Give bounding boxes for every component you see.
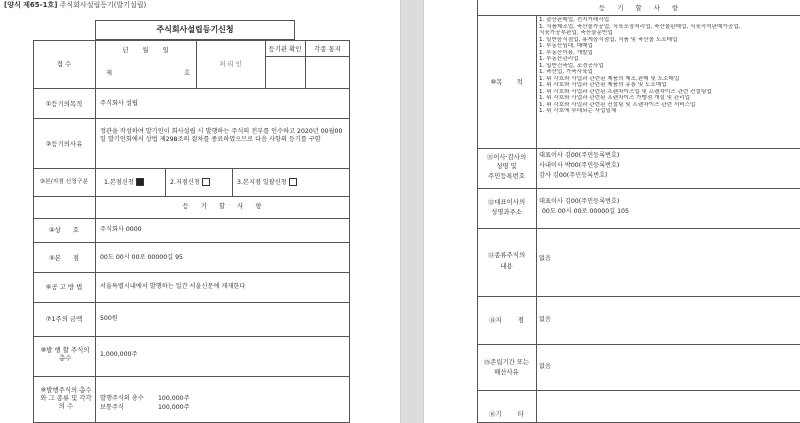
rep-director-label-1: ⑫대표이사의 bbox=[487, 198, 526, 206]
option-both[interactable] bbox=[237, 178, 297, 187]
objective-item: 1. 위 각호와 사업과 관련된 프랜차이즈 가맹점 개설 및 관리업 bbox=[539, 95, 691, 101]
head-office-label: ⑤본 점 bbox=[48, 254, 80, 262]
trade-name-label: ④상 호 bbox=[48, 226, 80, 234]
receipt-number-label: 제 호 bbox=[106, 70, 190, 77]
trade-name-value: 주식회사 0000 bbox=[100, 226, 142, 233]
other-label: ⑯기 타 bbox=[489, 410, 524, 418]
objective-item: 1. 출산판매업, 전지거래사업 bbox=[539, 17, 610, 23]
option-head-office-checkbox[interactable] bbox=[136, 178, 144, 186]
directors-label-2: 성명 및 bbox=[496, 162, 517, 170]
par-value-value: 500원 bbox=[100, 315, 118, 322]
director-line-2: 사내이사 박00(주민등록번호) bbox=[539, 162, 620, 169]
receipt-label: 접 수 bbox=[56, 60, 72, 68]
items-header-right: 등 기 할 사 항 bbox=[599, 4, 679, 12]
total-shares-value: 1,000,000주 bbox=[100, 351, 138, 358]
objective-item: 1. 위 각호와 사업과 관련된 프랜차이즈업 및 프랜차이즈 관련 컨설팅업 bbox=[539, 88, 712, 95]
issued-line2-label: 보통주식 bbox=[100, 404, 124, 411]
receipt-date-label: 년 월 일 bbox=[122, 46, 169, 54]
directors-label-1: ⑪이사·감사의 bbox=[486, 153, 527, 161]
branch-label: ⑭지 점 bbox=[489, 316, 524, 324]
notice-method-value: 서울특별시내에서 발행하는 일간 서울신문에 게재한다 bbox=[100, 283, 246, 290]
objective-item: 1. 식품제조업, 축산물가공업, 식육포장처리업, 축산물판매업, 식육즉석판매가공업, bbox=[539, 23, 741, 30]
director-line-1: 대표이사 김00(주민등록번호) bbox=[539, 152, 620, 159]
share-type-label-1: ⑬종류주식의 bbox=[487, 251, 526, 259]
issued-line1-value: 100,000주 bbox=[158, 395, 190, 402]
page-gap bbox=[401, 0, 423, 423]
objective-item: 1. 부동산이용, 개발업 bbox=[539, 49, 593, 56]
form-name: 주식회사설립등기(발기설립) bbox=[59, 1, 147, 9]
form-code: [양식 제65-1호] bbox=[4, 1, 58, 9]
objective-item: 1. 부동산관리업 bbox=[539, 56, 579, 62]
option-head-office[interactable] bbox=[104, 178, 144, 187]
objective-item: 1. 축산업, 가축사육업 bbox=[539, 69, 593, 75]
option-both-checkbox[interactable] bbox=[289, 178, 297, 186]
form-header bbox=[4, 0, 146, 10]
notice-header: 각종 통지 bbox=[314, 45, 341, 53]
branch-value: 없음 bbox=[539, 316, 551, 323]
share-type-label-2: 내용 bbox=[500, 262, 513, 270]
objective-item: 1. 위 각호와 사업과 관련된 컨설팅 및 프랜차이즈 관련 서비스업 bbox=[539, 101, 696, 108]
director-line-3: 감사 김00(주민등록번호) bbox=[539, 172, 608, 179]
purpose-value: 주식회사 설립 bbox=[100, 100, 138, 107]
duration-label-1: ⑮존립기간 또는 bbox=[483, 358, 530, 366]
option-branch-checkbox[interactable] bbox=[202, 178, 210, 186]
objective-item: 1. 일반건축업, 조경공사업 bbox=[539, 62, 604, 69]
objective-item: 1. 위 각호와 사업과 관련된 제품의 제조,판매 및 도소매업 bbox=[539, 75, 680, 82]
objective-item: 1. 위 각호에 부대되는 사업일체 bbox=[539, 108, 617, 114]
rep-director-line-1: 대표이사 김00(주민등록번호) bbox=[539, 198, 620, 205]
option-both-label: 3.본지점 일괄신청 bbox=[237, 179, 287, 186]
notice-method-label: ⑥공 고 방 법 bbox=[45, 283, 83, 291]
rep-director-line-2: 00도 00시 00로 00000길 105 bbox=[542, 208, 629, 215]
total-shares-label: ⑧발 행 할 주식의총수 bbox=[40, 346, 90, 362]
issued-line2-value: 100,000주 bbox=[158, 404, 190, 411]
option-branch[interactable] bbox=[170, 178, 210, 187]
right-page bbox=[423, 0, 800, 423]
items-header-left: 등 기 할 사 항 bbox=[182, 202, 263, 210]
page-title: 주식회사설립등기신청 bbox=[156, 25, 234, 34]
objective-label: ⑩목 적 bbox=[490, 78, 523, 86]
objective-item: 1. 부동산임대, 매매업 bbox=[539, 43, 593, 49]
rep-director-label-2: 성명과주소 bbox=[491, 208, 522, 216]
directors-label-3: 주민등록번호 bbox=[487, 172, 526, 180]
branch-section-label: ③본/지점 신청구분 bbox=[39, 179, 89, 185]
registry-check-header: 등기관 확인 bbox=[268, 45, 302, 53]
par-value-label: ⑦1주의 금액 bbox=[45, 315, 83, 323]
option-head-office-label: 1.본점신청 bbox=[104, 179, 134, 186]
objective-item: 1. 위 각호와 사업과 관련된 제품의 유통 및 도소매업 bbox=[539, 82, 667, 88]
duration-label-2: 해산사유 bbox=[494, 368, 519, 376]
cause-value: 정관을 작성하여 발기인이 회사설립 시 발행하는 주식의 전부를 인수하고 2020년 00월00일 발기인회에서 상법 제298조의 절차를 종료하였으므로 다음 사항의 등기를 구함 bbox=[100, 128, 343, 143]
head-office-value: 00도 00시 00로 00000길 95 bbox=[100, 254, 183, 261]
option-branch-label: 2.지점신청 bbox=[170, 179, 200, 186]
objective-item: 식육가공부판업, 축산물운반업 bbox=[539, 30, 613, 36]
purpose-label: ①등기의목적 bbox=[45, 100, 83, 108]
issued-label: ⑨발행주식의 총수와 그 종류 및 각각의 수 bbox=[40, 386, 92, 410]
issued-line1-label: 발행주식의 총수 bbox=[100, 395, 144, 402]
objective-item: 1. 일반음식점업, 휴게음식점업, 식품 및 축산물 도소매업 bbox=[539, 36, 678, 43]
cause-label: ②등기의사유 bbox=[45, 140, 83, 148]
objective-list bbox=[539, 17, 797, 115]
processor-label: 처 리 인 bbox=[219, 60, 242, 68]
receipt-number-prefix bbox=[106, 70, 190, 78]
duration-value: 없음 bbox=[539, 363, 551, 370]
share-type-value: 없음 bbox=[539, 255, 551, 262]
